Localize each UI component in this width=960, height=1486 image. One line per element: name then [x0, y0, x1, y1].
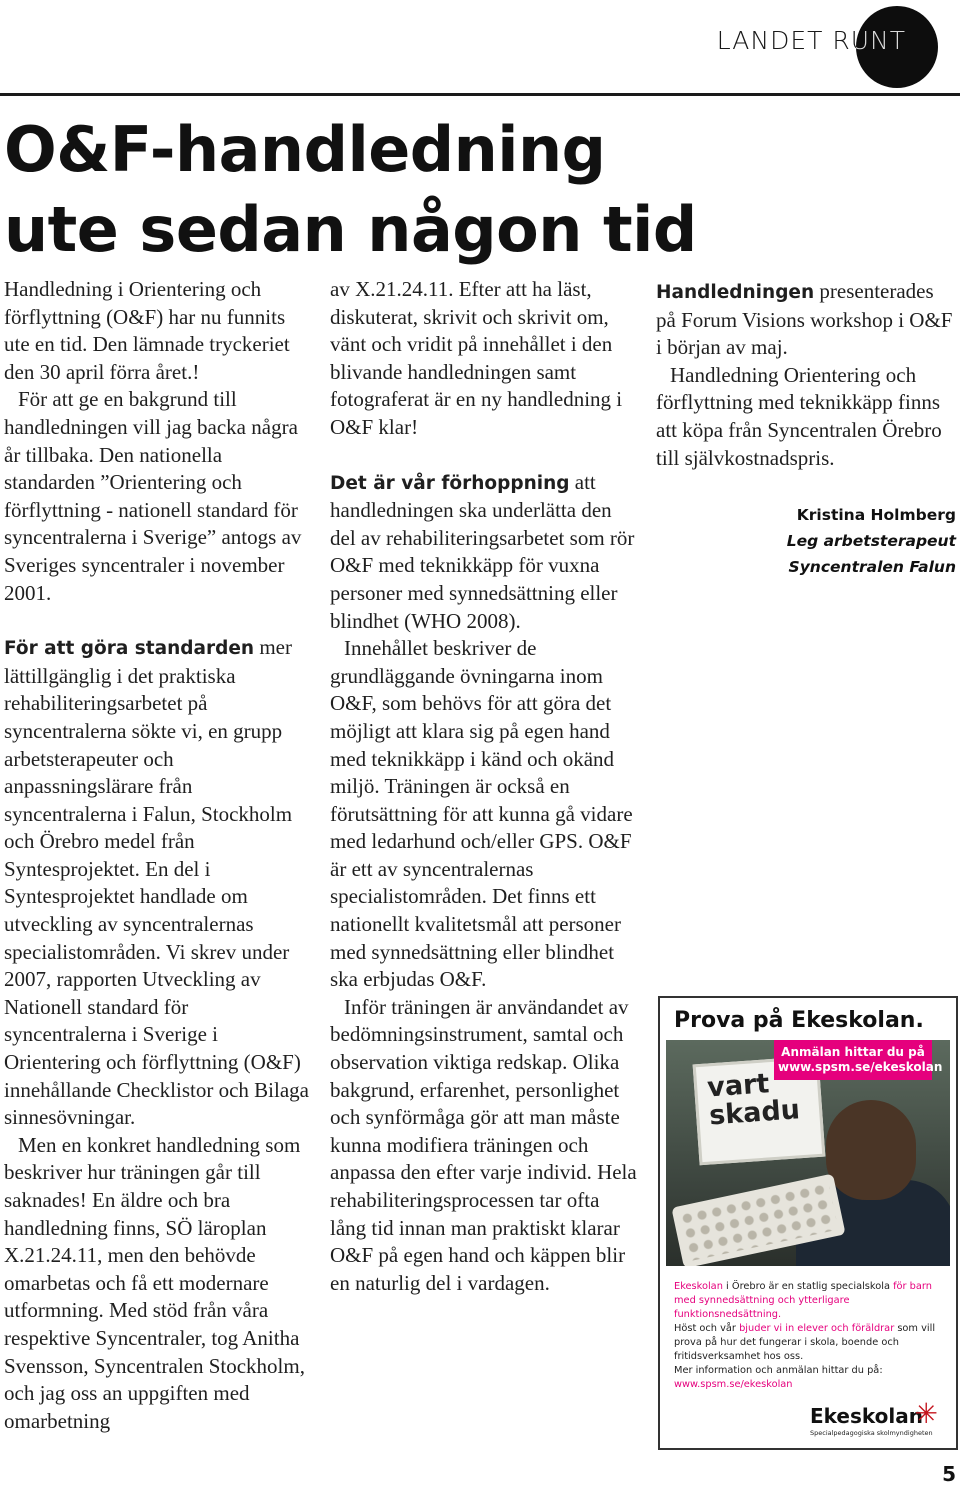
- logo-subtitle: Specialpedagogiska skolmyndigheten: [810, 1429, 933, 1437]
- ad-body-text: [674, 1280, 944, 1392]
- headline-line-2: ute sedan någon tid: [4, 193, 697, 266]
- student-head-illustration: [826, 1100, 916, 1200]
- ad-body-paragraph-3: Mer information och anmälan hittar du på:: [674, 1365, 883, 1376]
- col2-paragraph-2: [330, 469, 638, 636]
- section-label: LANDET RUNT: [716, 26, 906, 55]
- col1-paragraph-2: För att ge en bakgrund till handledningen vill jag backa några år tillbaka. Den nationella standarden ”Orientering och förflyttning - nationell standard för syncentralerna i Sverige” antogs av Sveriges syncentraler i november 2001.: [4, 387, 302, 605]
- ad-photo-student-at-computer: [666, 1040, 950, 1266]
- col1-paragraph-1: Handledning i Orientering och förflyttning (O&F) har nu funnits ute en tid. Den lämnade tryckeriet den 30 april förra året.!: [4, 277, 290, 384]
- ad-school-name: Ekeskolan: [674, 1281, 723, 1292]
- ekeskolan-logo: [810, 1398, 940, 1438]
- col1-lead-in: För att göra standarden: [4, 638, 255, 660]
- column-2: [330, 276, 638, 1297]
- author-byline: [656, 502, 956, 580]
- ad-body-paragraph-2: [674, 1322, 944, 1364]
- author-name: Kristina Holmberg: [796, 506, 956, 525]
- col3-paragraph-2: Handledning Orientering och förflyttning med teknikkäpp finns att köpa från Syncentralen Örebro till självkostnadspris.: [656, 362, 942, 470]
- col1-paragraph-4: Men en konkret handledning som beskriver hur träningen går till saknades! En äldre och bra handledning finns, SÖ läroplan X.21.24.11, men den behövde omarbetas och få ett modernare utformning. Med stöd från våra respektive Syncentraler, tog Anitha Svensson, Syncentralen Stockholm, och jag oss an uppgiften med omarbetning: [4, 1132, 305, 1433]
- ad-body-1-text: i Örebro är en statlig specialskola: [722, 1281, 890, 1292]
- logo-wordmark: Ekeskolan: [810, 1404, 923, 1428]
- author-title: Leg arbetsterapeut: [786, 532, 956, 551]
- ad-body-2-highlight: bjuder vi in elever och föräldrar: [739, 1323, 895, 1334]
- ad-callout-banner: Anmälan hittar du på www.spsm.se/ekeskolan: [774, 1040, 932, 1080]
- author-organization: Syncentralen Falun: [788, 558, 956, 577]
- headline-line-1: O&F-handledning: [4, 113, 606, 186]
- column-3: [656, 278, 956, 580]
- page-number: 5: [942, 1462, 956, 1486]
- ad-body-1-highlight: för barn med synnedsättning och ytterligare funktionsnedsättning.: [674, 1281, 932, 1320]
- star-icon: ✳: [914, 1397, 938, 1430]
- col2-lead-in: Det är vår förhoppning: [330, 472, 570, 494]
- ad-url-link[interactable]: www.spsm.se/ekeskolan: [674, 1379, 793, 1390]
- col1-paragraph-3: [4, 634, 310, 1132]
- header-rule: [0, 93, 960, 96]
- col2-paragraph-2-text: att handledningen ska underlätta den del av rehabiliteringsarbetet som rör O&F med teknikkäpp för vuxna personer med synnedsättning eller blindhet (WHO 2008).: [330, 469, 635, 633]
- col3-paragraph-1: [656, 278, 956, 362]
- ad-body-2-start: Höst och vår: [674, 1323, 740, 1334]
- section-tag: [698, 0, 938, 80]
- ad-body-2-text: som vill prova på hur det fungerar i skola, boende och fritidsverksamhet hos oss.: [674, 1323, 936, 1362]
- monitor-text: vart skadu: [706, 1068, 801, 1132]
- article-headline: [4, 110, 697, 270]
- ekeskolan-advertisement: [658, 996, 958, 1450]
- col2-paragraph-1: av X.21.24.11. Efter att ha läst, diskuterat, skrivit och skrivit om, vänt och vridit på innehållet i den blivande handledningen samt fotograferat är en ny handledning i O&F klar!: [330, 277, 623, 439]
- ad-body-paragraph-1: [674, 1280, 944, 1322]
- col2-paragraph-4: Inför träningen är användandet av bedömningsinstrument, samtal och observation viktiga redskap. Olika bakgrund, erfarenhet, personlighet och synförmåga gör att man måste kunna modifiera träningen och anpassa den efter varje individ. Hela rehabiliteringsprocessen tar ofta lång tid innan man praktiskt klarar O&F på egen hand och käppen blir en naturlig del i vardagen.: [330, 994, 637, 1295]
- column-1: [4, 276, 310, 1435]
- col1-paragraph-3-text: mer lättillgänglig i det praktiska rehabiliteringsarbetet på syncentralerna sökte vi, en grupp arbetsterapeuter och anpassningslärare från syncentralerna i Falun, Stockholm och Örebro medel från Syntesprojektet. En del i Syntesprojektet handlade om utveckling av syncentralernas specialistområden. Vi skrev under 2007, rapporten Utveckling av Nationell standard för syncentralerna i Sverige i Orientering och förflyttning (O&F) innehållande Checklistor och Bilaga sinnesövningar.: [4, 635, 309, 1130]
- col3-paragraph-1-text: presenterades på Forum Visions workshop i O&F i början av maj.: [656, 279, 953, 360]
- col3-lead-in: Handledningen: [656, 282, 815, 303]
- ad-title: Prova på Ekeskolan.: [674, 1008, 924, 1033]
- col2-paragraph-3: Innehållet beskriver de grundläggande övningarna inom O&F, som behövs för att göra det möjligt att klara sig på egen hand med teknikkäpp i känd och okänd miljö. Träningen är också en förutsättning för att kunna gå vidare med ledarhund och/eller GPS. O&F är ett av syncentralernas specialistområden. Det finns ett nationellt kvalitetsmål att personer med synnedsättning eller blindhet ska erbjudas O&F.: [330, 636, 633, 992]
